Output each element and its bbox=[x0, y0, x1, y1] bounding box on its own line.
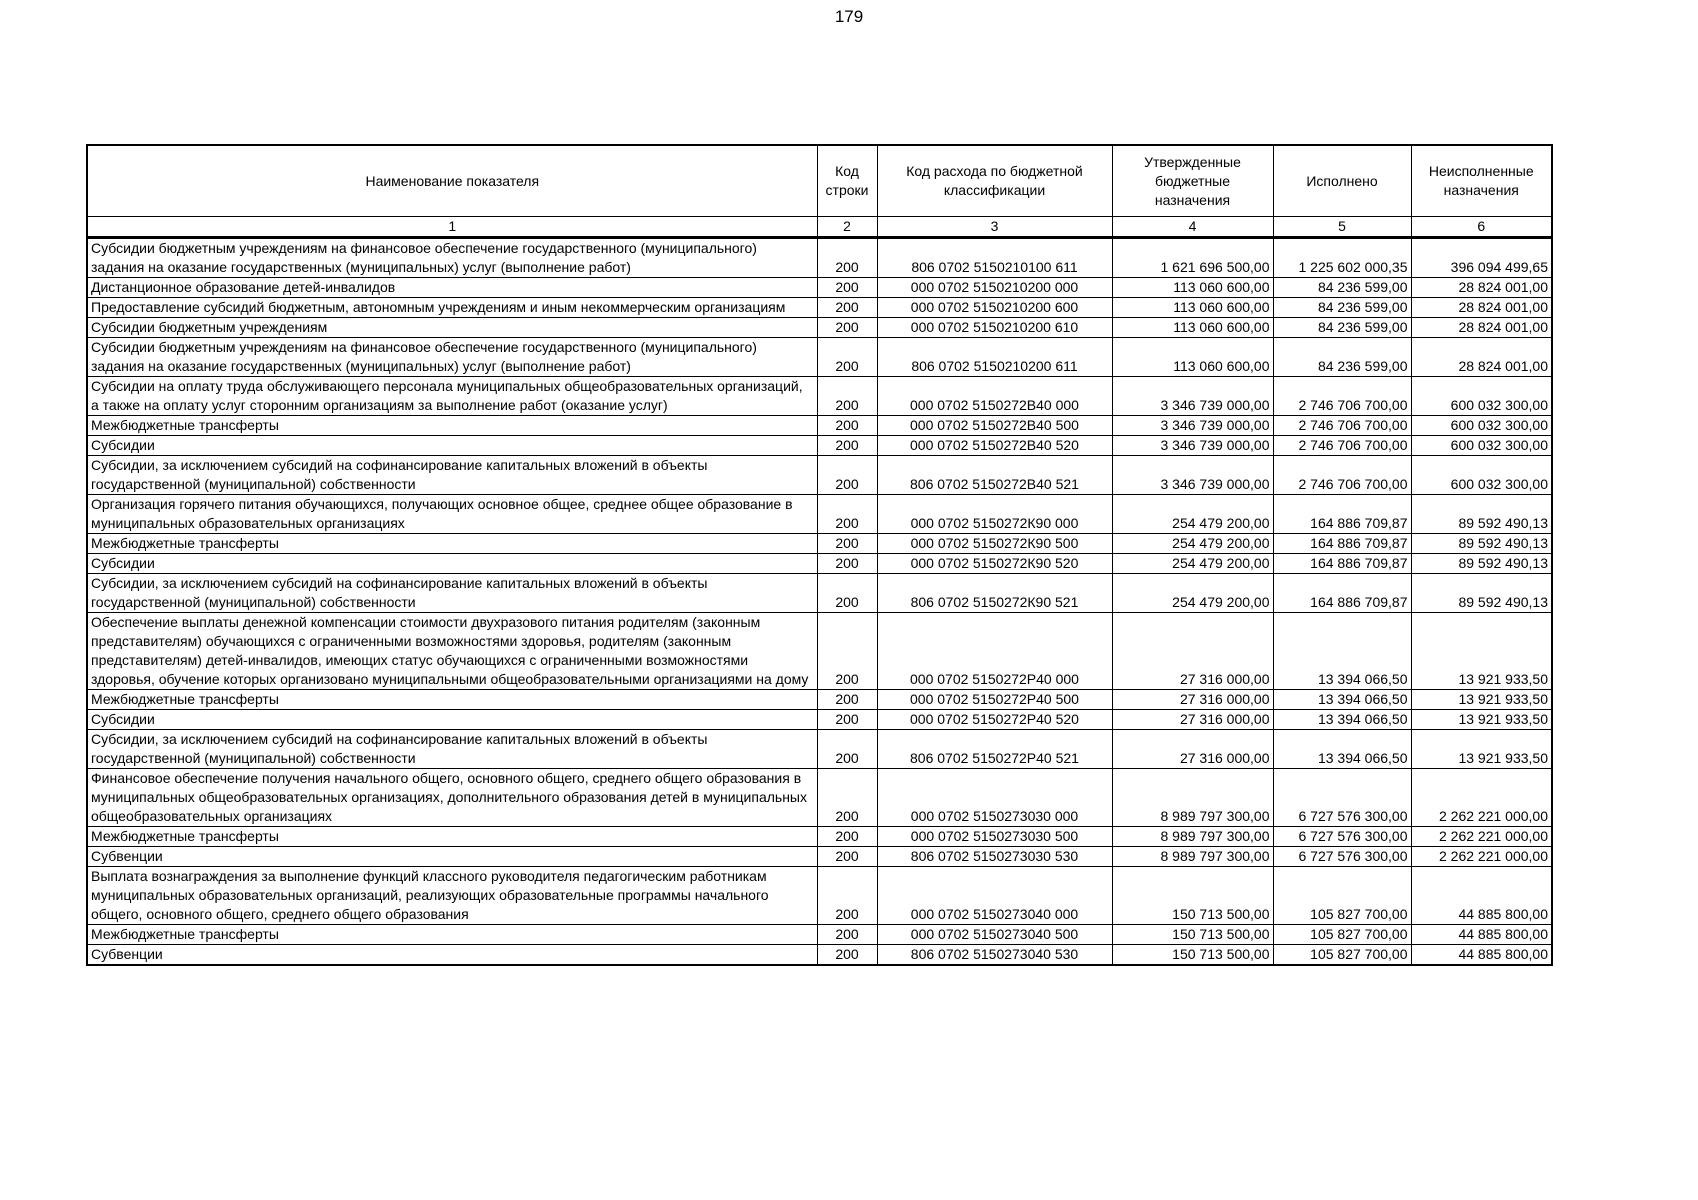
row-executed-amount: 164 886 709,87 bbox=[1273, 554, 1411, 574]
row-indicator-name: Дистанционное образование детей-инвалидов bbox=[87, 278, 817, 298]
header-budget-classification-code: Код расхода по бюджетной классификации bbox=[877, 145, 1112, 217]
row-line-code: 200 bbox=[817, 377, 877, 416]
row-approved-amount: 27 316 000,00 bbox=[1112, 613, 1273, 690]
row-unexecuted-amount: 13 921 933,50 bbox=[1411, 710, 1552, 730]
row-line-code: 200 bbox=[817, 436, 877, 456]
row-approved-amount: 113 060 600,00 bbox=[1112, 278, 1273, 298]
row-approved-amount: 3 346 739 000,00 bbox=[1112, 436, 1273, 456]
row-executed-amount: 2 746 706 700,00 bbox=[1273, 377, 1411, 416]
row-indicator-name: Межбюджетные трансферты bbox=[87, 534, 817, 554]
header-indicator-name: Наименование показателя bbox=[87, 145, 817, 217]
column-number: 3 bbox=[877, 217, 1112, 238]
row-approved-amount: 254 479 200,00 bbox=[1112, 554, 1273, 574]
row-executed-amount: 6 727 576 300,00 bbox=[1273, 827, 1411, 847]
row-unexecuted-amount: 396 094 499,65 bbox=[1411, 238, 1552, 278]
row-unexecuted-amount: 44 885 800,00 bbox=[1411, 945, 1552, 966]
row-line-code: 200 bbox=[817, 827, 877, 847]
row-indicator-name: Субсидии, за исключением субсидий на софинансирование капитальных вложений в объекты государственной (муниципальной) собственности bbox=[87, 456, 817, 495]
row-line-code: 200 bbox=[817, 278, 877, 298]
row-budget-classification-code: 000 0702 5150273040 000 bbox=[877, 867, 1112, 925]
row-budget-classification-code: 000 0702 5150210200 610 bbox=[877, 318, 1112, 338]
row-unexecuted-amount: 2 262 221 000,00 bbox=[1411, 827, 1552, 847]
table-row bbox=[87, 436, 1552, 456]
row-indicator-name: Субвенции bbox=[87, 945, 817, 966]
row-unexecuted-amount: 13 921 933,50 bbox=[1411, 613, 1552, 690]
row-indicator-name: Обеспечение выплаты денежной компенсации стоимости двухразового питания родителям (законным представителям) обучающихся с ограниченными возможностями здоровья, родителям (законным представителям) детей-инвалидов, имеющих статус обучающихся с ограниченными возможностями здоровья, обучение которых организовано муниципальными общеобразовательными организациями на дому bbox=[87, 613, 817, 690]
row-line-code: 200 bbox=[817, 416, 877, 436]
row-executed-amount: 1 225 602 000,35 bbox=[1273, 238, 1411, 278]
row-unexecuted-amount: 28 824 001,00 bbox=[1411, 318, 1552, 338]
row-executed-amount: 13 394 066,50 bbox=[1273, 613, 1411, 690]
row-executed-amount: 84 236 599,00 bbox=[1273, 338, 1411, 377]
row-approved-amount: 254 479 200,00 bbox=[1112, 574, 1273, 613]
table-row bbox=[87, 945, 1552, 966]
table-row bbox=[87, 278, 1552, 298]
table-row bbox=[87, 554, 1552, 574]
row-indicator-name: Субсидии bbox=[87, 710, 817, 730]
row-budget-classification-code: 000 0702 5150273030 500 bbox=[877, 827, 1112, 847]
row-executed-amount: 105 827 700,00 bbox=[1273, 867, 1411, 925]
row-executed-amount: 84 236 599,00 bbox=[1273, 278, 1411, 298]
row-executed-amount: 13 394 066,50 bbox=[1273, 730, 1411, 769]
row-executed-amount: 84 236 599,00 bbox=[1273, 298, 1411, 318]
row-budget-classification-code: 000 0702 5150210200 000 bbox=[877, 278, 1112, 298]
row-indicator-name: Субсидии bbox=[87, 436, 817, 456]
row-line-code: 200 bbox=[817, 238, 877, 278]
row-executed-amount: 105 827 700,00 bbox=[1273, 925, 1411, 945]
column-number: 6 bbox=[1411, 217, 1552, 238]
row-executed-amount: 164 886 709,87 bbox=[1273, 534, 1411, 554]
table-row bbox=[87, 456, 1552, 495]
row-approved-amount: 8 989 797 300,00 bbox=[1112, 769, 1273, 827]
row-executed-amount: 84 236 599,00 bbox=[1273, 318, 1411, 338]
row-approved-amount: 150 713 500,00 bbox=[1112, 925, 1273, 945]
row-executed-amount: 6 727 576 300,00 bbox=[1273, 769, 1411, 827]
row-unexecuted-amount: 2 262 221 000,00 bbox=[1411, 847, 1552, 867]
table-row bbox=[87, 318, 1552, 338]
row-budget-classification-code: 000 0702 5150273030 000 bbox=[877, 769, 1112, 827]
row-indicator-name: Субсидии бюджетным учреждениям на финансовое обеспечение государственного (муниципального) задания на оказание государственных (муниципальных) услуг (выполнение работ) bbox=[87, 238, 817, 278]
row-budget-classification-code: 000 0702 5150210200 600 bbox=[877, 298, 1112, 318]
row-unexecuted-amount: 13 921 933,50 bbox=[1411, 690, 1552, 710]
row-approved-amount: 254 479 200,00 bbox=[1112, 495, 1273, 534]
header-line-code: Код строки bbox=[817, 145, 877, 217]
header-row bbox=[87, 145, 1552, 217]
header-unexecuted-appropriations: Неисполненные назначения bbox=[1411, 145, 1552, 217]
row-indicator-name: Субсидии, за исключением субсидий на софинансирование капитальных вложений в объекты государственной (муниципальной) собственности bbox=[87, 574, 817, 613]
row-line-code: 200 bbox=[817, 925, 877, 945]
row-approved-amount: 27 316 000,00 bbox=[1112, 710, 1273, 730]
column-number: 4 bbox=[1112, 217, 1273, 238]
row-executed-amount: 105 827 700,00 bbox=[1273, 945, 1411, 966]
column-number-row bbox=[87, 217, 1552, 238]
row-budget-classification-code: 806 0702 5150273030 530 bbox=[877, 847, 1112, 867]
row-indicator-name: Финансовое обеспечение получения начального общего, основного общего, среднего общего образования в муниципальных общеобразовательных организациях, дополнительного образования детей в муниципальных общеобразовательных организациях bbox=[87, 769, 817, 827]
row-executed-amount: 164 886 709,87 bbox=[1273, 574, 1411, 613]
row-executed-amount: 2 746 706 700,00 bbox=[1273, 436, 1411, 456]
row-unexecuted-amount: 44 885 800,00 bbox=[1411, 925, 1552, 945]
row-line-code: 200 bbox=[817, 867, 877, 925]
row-indicator-name: Межбюджетные трансферты bbox=[87, 416, 817, 436]
budget-execution-table bbox=[86, 144, 1553, 966]
row-approved-amount: 3 346 739 000,00 bbox=[1112, 377, 1273, 416]
header-executed: Исполнено bbox=[1273, 145, 1411, 217]
table-row bbox=[87, 534, 1552, 554]
row-line-code: 200 bbox=[817, 730, 877, 769]
table-row bbox=[87, 298, 1552, 318]
row-budget-classification-code: 000 0702 5150272К90 500 bbox=[877, 534, 1112, 554]
row-budget-classification-code: 000 0702 5150272К90 000 bbox=[877, 495, 1112, 534]
table-row bbox=[87, 416, 1552, 436]
row-line-code: 200 bbox=[817, 298, 877, 318]
row-line-code: 200 bbox=[817, 338, 877, 377]
row-budget-classification-code: 000 0702 5150273040 500 bbox=[877, 925, 1112, 945]
row-unexecuted-amount: 44 885 800,00 bbox=[1411, 867, 1552, 925]
row-line-code: 200 bbox=[817, 847, 877, 867]
column-number: 5 bbox=[1273, 217, 1411, 238]
row-indicator-name: Субсидии bbox=[87, 554, 817, 574]
row-unexecuted-amount: 600 032 300,00 bbox=[1411, 456, 1552, 495]
row-indicator-name: Организация горячего питания обучающихся, получающих основное общее, среднее общее образование в муниципальных образовательных организациях bbox=[87, 495, 817, 534]
row-line-code: 200 bbox=[817, 945, 877, 966]
row-approved-amount: 1 621 696 500,00 bbox=[1112, 238, 1273, 278]
table-row bbox=[87, 710, 1552, 730]
row-indicator-name: Субсидии бюджетным учреждениям на финансовое обеспечение государственного (муниципального) задания на оказание государственных (муниципальных) услуг (выполнение работ) bbox=[87, 338, 817, 377]
row-budget-classification-code: 000 0702 5150272Р40 000 bbox=[877, 613, 1112, 690]
row-executed-amount: 13 394 066,50 bbox=[1273, 710, 1411, 730]
row-approved-amount: 27 316 000,00 bbox=[1112, 690, 1273, 710]
row-budget-classification-code: 000 0702 5150272К90 520 bbox=[877, 554, 1112, 574]
page-number: 179 bbox=[834, 7, 864, 26]
row-budget-classification-code: 806 0702 5150273040 530 bbox=[877, 945, 1112, 966]
table-row bbox=[87, 769, 1552, 827]
row-executed-amount: 2 746 706 700,00 bbox=[1273, 416, 1411, 436]
row-executed-amount: 2 746 706 700,00 bbox=[1273, 456, 1411, 495]
table-row bbox=[87, 377, 1552, 416]
table-row bbox=[87, 238, 1552, 278]
row-approved-amount: 150 713 500,00 bbox=[1112, 867, 1273, 925]
row-approved-amount: 150 713 500,00 bbox=[1112, 945, 1273, 966]
row-unexecuted-amount: 600 032 300,00 bbox=[1411, 377, 1552, 416]
row-line-code: 200 bbox=[817, 710, 877, 730]
table-row bbox=[87, 730, 1552, 769]
column-number: 2 bbox=[817, 217, 877, 238]
header-approved-appropriations: Утвержденные бюджетные назначения bbox=[1112, 145, 1273, 217]
row-approved-amount: 113 060 600,00 bbox=[1112, 338, 1273, 377]
table-row bbox=[87, 827, 1552, 847]
table-body bbox=[87, 238, 1552, 966]
row-unexecuted-amount: 13 921 933,50 bbox=[1411, 730, 1552, 769]
row-indicator-name: Субвенции bbox=[87, 847, 817, 867]
row-indicator-name: Выплата вознаграждения за выполнение функций классного руководителя педагогическим работникам муниципальных образовательных организаций, реализующих образовательные программы начального общего, основного общего, среднего общего образования bbox=[87, 867, 817, 925]
row-indicator-name: Межбюджетные трансферты bbox=[87, 827, 817, 847]
row-indicator-name: Предоставление субсидий бюджетным, автономным учреждениям и иным некоммерческим организациям bbox=[87, 298, 817, 318]
row-budget-classification-code: 000 0702 5150272В40 000 bbox=[877, 377, 1112, 416]
row-budget-classification-code: 806 0702 5150272К90 521 bbox=[877, 574, 1112, 613]
row-approved-amount: 113 060 600,00 bbox=[1112, 298, 1273, 318]
row-approved-amount: 254 479 200,00 bbox=[1112, 534, 1273, 554]
row-executed-amount: 13 394 066,50 bbox=[1273, 690, 1411, 710]
row-unexecuted-amount: 89 592 490,13 bbox=[1411, 534, 1552, 554]
row-unexecuted-amount: 2 262 221 000,00 bbox=[1411, 769, 1552, 827]
row-unexecuted-amount: 600 032 300,00 bbox=[1411, 416, 1552, 436]
row-budget-classification-code: 000 0702 5150272В40 500 bbox=[877, 416, 1112, 436]
row-budget-classification-code: 000 0702 5150272Р40 500 bbox=[877, 690, 1112, 710]
row-line-code: 200 bbox=[817, 534, 877, 554]
row-line-code: 200 bbox=[817, 613, 877, 690]
table-row bbox=[87, 495, 1552, 534]
table-row bbox=[87, 574, 1552, 613]
row-approved-amount: 8 989 797 300,00 bbox=[1112, 827, 1273, 847]
row-unexecuted-amount: 28 824 001,00 bbox=[1411, 278, 1552, 298]
row-approved-amount: 113 060 600,00 bbox=[1112, 318, 1273, 338]
table-row bbox=[87, 690, 1552, 710]
row-line-code: 200 bbox=[817, 495, 877, 534]
row-unexecuted-amount: 89 592 490,13 bbox=[1411, 495, 1552, 534]
row-unexecuted-amount: 28 824 001,00 bbox=[1411, 298, 1552, 318]
row-executed-amount: 164 886 709,87 bbox=[1273, 495, 1411, 534]
row-line-code: 200 bbox=[817, 574, 877, 613]
row-line-code: 200 bbox=[817, 318, 877, 338]
row-indicator-name: Субсидии на оплату труда обслуживающего персонала муниципальных общеобразовательных организаций, а также на оплату услуг сторонним организациям за выполнение работ (оказание услуг) bbox=[87, 377, 817, 416]
row-approved-amount: 3 346 739 000,00 bbox=[1112, 456, 1273, 495]
row-indicator-name: Межбюджетные трансферты bbox=[87, 690, 817, 710]
row-budget-classification-code: 806 0702 5150272Р40 521 bbox=[877, 730, 1112, 769]
row-line-code: 200 bbox=[817, 769, 877, 827]
row-indicator-name: Межбюджетные трансферты bbox=[87, 925, 817, 945]
table-row bbox=[87, 847, 1552, 867]
row-unexecuted-amount: 28 824 001,00 bbox=[1411, 338, 1552, 377]
table-row bbox=[87, 925, 1552, 945]
row-unexecuted-amount: 600 032 300,00 bbox=[1411, 436, 1552, 456]
row-unexecuted-amount: 89 592 490,13 bbox=[1411, 554, 1552, 574]
row-approved-amount: 27 316 000,00 bbox=[1112, 730, 1273, 769]
row-unexecuted-amount: 89 592 490,13 bbox=[1411, 574, 1552, 613]
row-line-code: 200 bbox=[817, 456, 877, 495]
row-line-code: 200 bbox=[817, 690, 877, 710]
table-row bbox=[87, 338, 1552, 377]
row-budget-classification-code: 000 0702 5150272В40 520 bbox=[877, 436, 1112, 456]
row-approved-amount: 3 346 739 000,00 bbox=[1112, 416, 1273, 436]
row-indicator-name: Субсидии бюджетным учреждениям bbox=[87, 318, 817, 338]
row-budget-classification-code: 806 0702 5150210200 611 bbox=[877, 338, 1112, 377]
row-indicator-name: Субсидии, за исключением субсидий на софинансирование капитальных вложений в объекты государственной (муниципальной) собственности bbox=[87, 730, 817, 769]
row-line-code: 200 bbox=[817, 554, 877, 574]
row-approved-amount: 8 989 797 300,00 bbox=[1112, 847, 1273, 867]
column-number: 1 bbox=[87, 217, 817, 238]
row-budget-classification-code: 806 0702 5150272В40 521 bbox=[877, 456, 1112, 495]
table-row bbox=[87, 613, 1552, 690]
row-executed-amount: 6 727 576 300,00 bbox=[1273, 847, 1411, 867]
row-budget-classification-code: 806 0702 5150210100 611 bbox=[877, 238, 1112, 278]
table-row bbox=[87, 867, 1552, 925]
row-budget-classification-code: 000 0702 5150272Р40 520 bbox=[877, 710, 1112, 730]
